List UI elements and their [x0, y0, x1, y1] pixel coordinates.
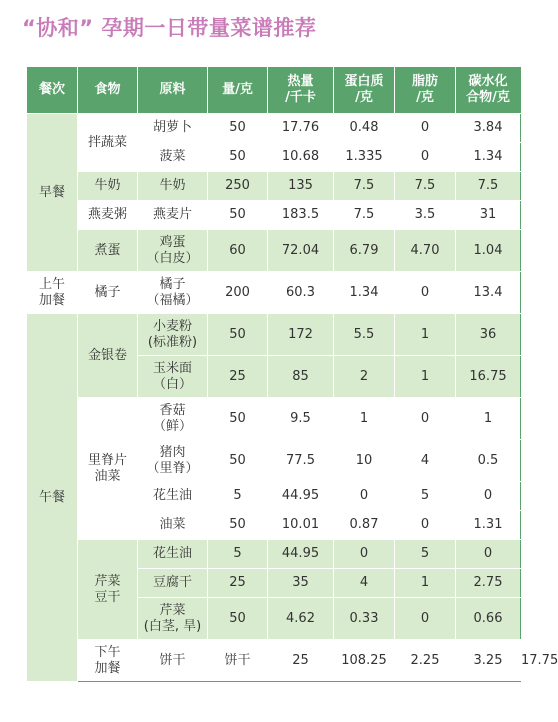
table-row [27, 172, 521, 201]
amt-cell: 5 [208, 482, 268, 511]
pro-cell: 1 [334, 398, 395, 440]
food-cell: 拌蔬菜 [78, 114, 138, 172]
amt-cell: 50 [208, 201, 268, 230]
kcal-cell: 60.3 [268, 272, 334, 314]
amt-cell: 50 [208, 314, 268, 356]
pro-cell: 2 [334, 356, 395, 398]
fat-cell: 3.25 [456, 640, 521, 682]
pro-cell: 2.25 [395, 640, 456, 682]
table-row [27, 230, 521, 272]
fat-cell: 0 [395, 143, 456, 172]
meal-cell-breakfast: 早餐 [27, 114, 78, 272]
fat-cell: 1 [395, 314, 456, 356]
amt-cell: 50 [208, 440, 268, 482]
meal-plan-table [26, 66, 558, 682]
fat-cell: 4.70 [395, 230, 456, 272]
kcal-cell: 10.01 [268, 511, 334, 540]
meal-cell-lunch: 午餐 [27, 314, 78, 682]
pro-cell: 6.79 [334, 230, 395, 272]
amt-cell: 50 [208, 398, 268, 440]
meal-cell-morning-snack: 上午 加餐 [27, 272, 78, 314]
ingredient-cell: 菠菜 [138, 143, 208, 172]
carb-cell: 31 [456, 201, 521, 230]
carb-cell: 13.4 [456, 272, 521, 314]
pro-cell: 1.335 [334, 143, 395, 172]
carb-cell: 2.75 [456, 569, 521, 598]
food-cell: 燕麦粥 [78, 201, 138, 230]
header-cell-fat: 脂肪 /克 [395, 67, 456, 114]
fat-cell: 3.5 [395, 201, 456, 230]
amt-cell: 50 [208, 143, 268, 172]
fat-cell: 4 [395, 440, 456, 482]
ingredient-cell: 橘子 （福橘） [138, 272, 208, 314]
kcal-cell: 135 [268, 172, 334, 201]
kcal-cell: 85 [268, 356, 334, 398]
pro-cell: 1.34 [334, 272, 395, 314]
fat-cell: 0 [395, 114, 456, 143]
ingredient-cell: 油菜 [138, 511, 208, 540]
header-cell-amount: 量/克 [208, 67, 268, 114]
fat-cell: 7.5 [395, 172, 456, 201]
amt-cell: 25 [208, 356, 268, 398]
fat-cell: 5 [395, 540, 456, 569]
kcal-cell: 183.5 [268, 201, 334, 230]
table-row [27, 272, 521, 314]
kcal-cell: 9.5 [268, 398, 334, 440]
carb-cell: 7.5 [456, 172, 521, 201]
carb-cell: 0.5 [456, 440, 521, 482]
pro-cell: 4 [334, 569, 395, 598]
ingredient-cell: 鸡蛋 （白皮） [138, 230, 208, 272]
kcal-cell: 17.76 [268, 114, 334, 143]
carb-cell: 16.75 [456, 356, 521, 398]
kcal-cell: 44.95 [268, 540, 334, 569]
table-row [27, 540, 521, 569]
amt-cell: 5 [208, 540, 268, 569]
carb-cell: 1.31 [456, 511, 521, 540]
ingredient-cell: 香菇 （鲜） [138, 398, 208, 440]
kcal-cell: 10.68 [268, 143, 334, 172]
ingredient-cell: 饼干 [208, 640, 268, 682]
ingredient-cell: 小麦粉 (标准粉) [138, 314, 208, 356]
ingredient-cell: 胡萝卜 [138, 114, 208, 143]
carb-cell: 1.04 [456, 230, 521, 272]
carb-cell: 0 [456, 482, 521, 511]
fat-cell: 1 [395, 569, 456, 598]
kcal-cell: 4.62 [268, 598, 334, 640]
header-cell-carbs: 碳水化 合物/克 [456, 67, 521, 114]
fat-cell: 5 [395, 482, 456, 511]
food-cell: 牛奶 [78, 172, 138, 201]
amt-cell: 50 [208, 598, 268, 640]
amt-cell: 25 [208, 569, 268, 598]
pro-cell: 0.33 [334, 598, 395, 640]
fat-cell: 0 [395, 272, 456, 314]
table-row [27, 201, 521, 230]
food-cell: 金银卷 [78, 314, 138, 398]
header-cell-meal: 餐次 [27, 67, 78, 114]
carb-cell: 3.84 [456, 114, 521, 143]
fat-cell: 1 [395, 356, 456, 398]
pro-cell: 0.87 [334, 511, 395, 540]
kcal-cell: 108.25 [334, 640, 395, 682]
meal-cell-afternoon-snack: 下午 加餐 [78, 640, 138, 682]
carb-cell: 0.66 [456, 598, 521, 640]
amt-cell: 200 [208, 272, 268, 314]
carb-cell: 0 [456, 540, 521, 569]
page-title: “协和” 孕期一日带量菜谱推荐 [22, 16, 317, 40]
pro-cell: 0.48 [334, 114, 395, 143]
amt-cell: 50 [208, 114, 268, 143]
ingredient-cell: 豆腐干 [138, 569, 208, 598]
table-row [27, 314, 521, 356]
ingredient-cell: 燕麦片 [138, 201, 208, 230]
kcal-cell: 44.95 [268, 482, 334, 511]
header-cell-food: 食物 [78, 67, 138, 114]
table-row [27, 114, 521, 143]
table-row [27, 398, 521, 440]
header-cell-protein: 蛋白质 /克 [334, 67, 395, 114]
food-cell: 饼干 [138, 640, 208, 682]
table-row: 下午 加餐 饼干 饼干 25 108.25 2.25 3.25 17.75 [27, 640, 521, 682]
ingredient-cell: 花生油 [138, 540, 208, 569]
header-cell-energy: 热量 /千卡 [268, 67, 334, 114]
kcal-cell: 77.5 [268, 440, 334, 482]
pro-cell: 10 [334, 440, 395, 482]
fat-cell: 0 [395, 598, 456, 640]
food-cell: 煮蛋 [78, 230, 138, 272]
ingredient-cell: 玉米面 （白） [138, 356, 208, 398]
ingredient-cell: 花生油 [138, 482, 208, 511]
pro-cell: 0 [334, 540, 395, 569]
ingredient-cell: 芹菜 (白茎, 旱) [138, 598, 208, 640]
food-cell: 芹菜 豆干 [78, 540, 138, 640]
kcal-cell: 172 [268, 314, 334, 356]
amt-cell: 25 [268, 640, 334, 682]
food-cell: 橘子 [78, 272, 138, 314]
fat-cell: 0 [395, 398, 456, 440]
ingredient-cell: 猪肉 （里脊） [138, 440, 208, 482]
pro-cell: 0 [334, 482, 395, 511]
carb-cell: 36 [456, 314, 521, 356]
food-cell: 里脊片 油菜 [78, 398, 138, 540]
amt-cell: 60 [208, 230, 268, 272]
carb-cell: 1 [456, 398, 521, 440]
amt-cell: 50 [208, 511, 268, 540]
amt-cell: 250 [208, 172, 268, 201]
ingredient-cell: 牛奶 [138, 172, 208, 201]
pro-cell: 7.5 [334, 201, 395, 230]
pro-cell: 5.5 [334, 314, 395, 356]
kcal-cell: 35 [268, 569, 334, 598]
pro-cell: 7.5 [334, 172, 395, 201]
header-cell-ingredient: 原料 [138, 67, 208, 114]
carb-cell: 1.34 [456, 143, 521, 172]
table-header-row [27, 67, 521, 114]
kcal-cell: 72.04 [268, 230, 334, 272]
fat-cell: 0 [395, 511, 456, 540]
